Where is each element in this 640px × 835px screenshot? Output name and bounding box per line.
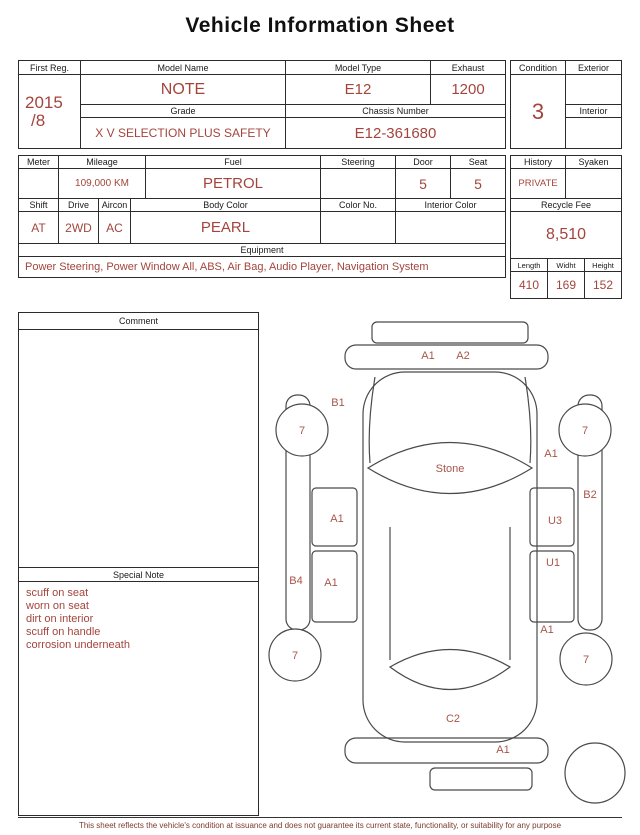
length-value: 410	[510, 271, 548, 299]
height-value: 152	[584, 271, 622, 299]
color-no-value	[320, 211, 396, 244]
chassis-number-value: E12-361680	[285, 117, 506, 149]
steering-value	[320, 168, 396, 199]
meter-label: Meter	[18, 155, 59, 169]
special-note-line: worn on seat	[26, 600, 89, 612]
chassis-number-label: Chassis Number	[285, 104, 506, 118]
special-note-list	[26, 587, 130, 652]
exhaust-label: Exhaust	[430, 60, 506, 75]
history-value: PRIVATE	[510, 168, 566, 199]
interior-value	[565, 117, 622, 149]
diagram-label-rear-bumper-a1: A1	[496, 744, 510, 756]
width-label: Widht	[547, 258, 585, 272]
seat-label: Seat	[450, 155, 506, 169]
model-type-value: E12	[285, 74, 431, 105]
first-reg-label: First Reg.	[18, 60, 81, 75]
interior-color-label: Interior Color	[395, 198, 506, 212]
first-reg-value	[18, 74, 81, 149]
special-note-line: scuff on seat	[26, 587, 89, 599]
condition-value: 3	[510, 74, 566, 149]
rear-window	[390, 650, 510, 690]
height-label: Height	[584, 258, 622, 272]
fuel-label: Fuel	[145, 155, 321, 169]
first-reg-year: 2015	[25, 92, 63, 112]
diagram-label-left-front-door-a1: A1	[330, 513, 344, 525]
meter-value	[18, 168, 59, 199]
special-note-line: dirt on interior	[26, 613, 94, 625]
door-label: Door	[395, 155, 451, 169]
syaken-value	[565, 168, 622, 199]
mileage-label: Mileage	[58, 155, 146, 169]
interior-label: Interior	[565, 104, 622, 118]
seat-value: 5	[450, 168, 506, 199]
condition-label: Condition	[510, 60, 566, 75]
diagram-label-rear-panel-c2: C2	[445, 713, 461, 725]
length-label: Length	[510, 258, 548, 272]
spare-tire	[565, 743, 625, 803]
recycle-fee-value: 8,510	[510, 211, 622, 259]
diagram-label-left-front-fender-b1: B1	[331, 397, 345, 409]
width-value: 169	[547, 271, 585, 299]
first-reg-month: /8	[31, 110, 46, 130]
diagram-label-right-rocker-b2: B2	[583, 489, 597, 501]
exhaust-value: 1200	[430, 74, 506, 105]
model-name-value: NOTE	[80, 74, 286, 105]
front-bumper	[345, 345, 548, 369]
exterior-label: Exterior	[565, 60, 622, 75]
diagram-label-left-rocker-b4: B4	[289, 575, 303, 587]
aircon-label: Aircon	[98, 198, 131, 212]
interior-color-value	[395, 211, 506, 244]
equipment-label: Equipment	[18, 243, 506, 257]
body-color-value: PEARL	[130, 211, 321, 244]
fuel-value: PETROL	[145, 168, 321, 199]
color-no-label: Color No.	[320, 198, 396, 212]
diagram-label-right-rear-door-u1: U1	[545, 557, 561, 569]
drive-label: Drive	[58, 198, 99, 212]
history-label: History	[510, 155, 566, 169]
shift-label: Shift	[18, 198, 59, 212]
special-note-line: scuff on handle	[26, 626, 101, 638]
diagram-label-windshield-stone: Stone	[435, 463, 465, 475]
car-body-outline	[363, 372, 537, 742]
diagram-label-rear-right-wheel: 7	[582, 654, 590, 666]
diagram-label-left-rear-door-a1: A1	[324, 577, 338, 589]
disclaimer-text: This sheet reflects the vehicle's condition at issuance and does not guarantee its current state, functionality, or suitability for any purpose	[18, 817, 622, 830]
drive-value: 2WD	[58, 211, 99, 244]
comment-header: Comment	[19, 313, 258, 330]
comment-box	[18, 312, 259, 816]
aircon-value: AC	[98, 211, 131, 244]
special-note-line: corrosion underneath	[26, 639, 130, 651]
diagram-label-front-left-wheel: 7	[298, 425, 306, 437]
diagram-label-right-front-door-u3: U3	[547, 515, 563, 527]
model-name-label: Model Name	[80, 60, 286, 75]
shift-value: AT	[18, 211, 59, 244]
equipment-value: Power Steering, Power Window All, ABS, Air Bag, Audio Player, Navigation System	[18, 256, 506, 278]
diagram-label-front-right-wheel: 7	[581, 425, 589, 437]
rear-lower-strip	[430, 768, 532, 790]
steering-label: Steering	[320, 155, 396, 169]
recycle-fee-label: Recycle Fee	[510, 198, 622, 212]
diagram-label-right-front-fender-a1: A1	[544, 448, 558, 460]
diagram-label-rear-left-wheel: 7	[291, 650, 299, 662]
model-type-label: Model Type	[285, 60, 431, 75]
body-color-label: Body Color	[130, 198, 321, 212]
mileage-value: 109,000 KM	[58, 168, 146, 199]
door-value: 5	[395, 168, 451, 199]
diagram-label-front-bumper-a2: A2	[456, 350, 470, 362]
diagram-label-front-bumper-a1: A1	[421, 350, 435, 362]
car-diagram	[263, 315, 633, 810]
special-note-header: Special Note	[19, 567, 258, 582]
page-title: Vehicle Information Sheet	[185, 14, 455, 37]
front-grille-strip	[372, 322, 528, 343]
grade-label: Grade	[80, 104, 286, 118]
syaken-label: Syaken	[565, 155, 622, 169]
exterior-value	[565, 74, 622, 105]
grade-value: X V SELECTION PLUS SAFETY	[80, 117, 286, 149]
diagram-label-right-rear-fender-a1: A1	[540, 624, 554, 636]
